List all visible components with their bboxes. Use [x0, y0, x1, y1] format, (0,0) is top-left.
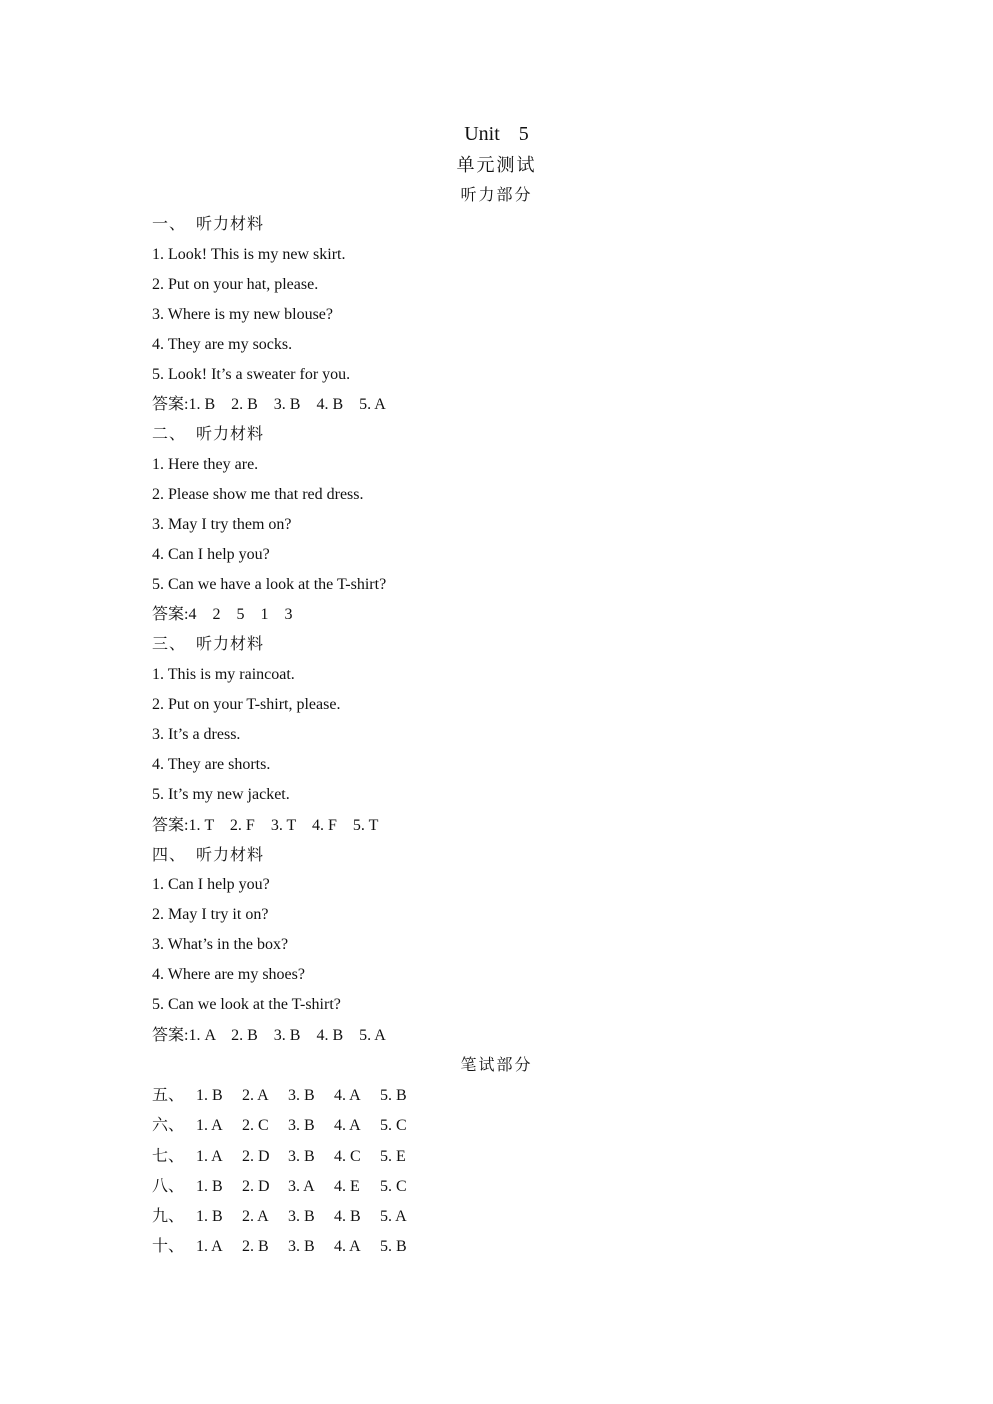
written-answer-item: 5. E — [380, 1148, 406, 1165]
listening-line: 3. What’s in the box? — [152, 936, 289, 953]
written-answer-item: 2. D — [242, 1148, 270, 1165]
written-part-label: 笔试部分 — [460, 1057, 533, 1074]
written-answer-row — [152, 1146, 426, 1168]
section-number: 四、 — [152, 847, 187, 864]
written-answer-item: 2. D — [242, 1178, 270, 1195]
listening-line: 4. They are shorts. — [152, 756, 271, 773]
page-subtitle: 单元测试 — [456, 155, 537, 175]
written-answer-item: 4. C — [334, 1148, 361, 1165]
written-answer-item: 5. C — [380, 1117, 407, 1134]
written-section-number: 九、 — [152, 1208, 185, 1225]
answer-line: 答案:1. A 2. B 3. B 4. B 5. A — [152, 1027, 386, 1044]
written-answer-item: 1. A — [196, 1117, 223, 1134]
written-answer-item: 2. A — [242, 1087, 269, 1104]
written-answer-item: 4. B — [334, 1208, 361, 1225]
written-answer-row — [152, 1176, 426, 1198]
written-answer-item: 1. B — [196, 1178, 223, 1195]
written-answer-item: 3. B — [288, 1208, 315, 1225]
written-answer-row — [152, 1115, 426, 1137]
section-heading — [152, 845, 264, 867]
written-answer-item: 3. B — [288, 1117, 315, 1134]
written-section-number: 十、 — [152, 1238, 185, 1255]
listening-line: 3. Where is my new blouse? — [152, 306, 333, 323]
written-answer-item: 1. B — [196, 1087, 223, 1104]
section-label: 听力材料 — [196, 426, 265, 443]
listening-line: 4. They are my socks. — [152, 336, 293, 353]
written-answer-item: 4. E — [334, 1178, 360, 1195]
written-answer-item: 1. A — [196, 1238, 223, 1255]
section-number: 一、 — [152, 216, 187, 233]
answer-line: 答案:1. T 2. F 3. T 4. F 5. T — [152, 817, 379, 834]
written-answer-item: 5. A — [380, 1208, 407, 1225]
written-answer-item: 2. A — [242, 1208, 269, 1225]
listening-line: 4. Can I help you? — [152, 546, 270, 563]
answer-line: 答案:4 2 5 1 3 — [152, 606, 293, 623]
section-heading — [152, 424, 264, 446]
written-section-number: 五、 — [152, 1087, 185, 1104]
section-heading — [152, 214, 264, 236]
written-answer-item: 4. A — [334, 1087, 361, 1104]
written-answer-item: 3. B — [288, 1238, 315, 1255]
listening-line: 1. Can I help you? — [152, 876, 270, 893]
page-title: Unit 5 — [464, 123, 529, 145]
written-answer-item: 2. C — [242, 1117, 269, 1134]
written-answer-row — [152, 1236, 426, 1258]
written-answer-item: 3. A — [288, 1178, 315, 1195]
written-section-number: 七、 — [152, 1148, 185, 1165]
written-answer-item: 3. B — [288, 1148, 315, 1165]
section-label: 听力材料 — [196, 216, 265, 233]
written-answer-item: 5. C — [380, 1178, 407, 1195]
section-label: 听力材料 — [196, 847, 265, 864]
listening-line: 5. Can we look at the T-shirt? — [152, 996, 341, 1013]
written-answer-item: 1. B — [196, 1208, 223, 1225]
listening-line: 1. This is my raincoat. — [152, 666, 295, 683]
listening-line: 5. Can we have a look at the T-shirt? — [152, 576, 387, 593]
written-answer-item: 1. A — [196, 1148, 223, 1165]
written-answer-item: 3. B — [288, 1087, 315, 1104]
listening-line: 2. Put on your T-shirt, please. — [152, 696, 341, 713]
listening-line: 3. It’s a dress. — [152, 726, 241, 743]
written-answer-item: 2. B — [242, 1238, 269, 1255]
section-heading — [152, 634, 264, 656]
written-answer-item: 5. B — [380, 1238, 407, 1255]
section-number: 二、 — [152, 426, 187, 443]
written-answer-item: 4. A — [334, 1238, 361, 1255]
listening-line: 5. It’s my new jacket. — [152, 786, 290, 803]
written-answer-item: 4. A — [334, 1117, 361, 1134]
listening-line: 2. Put on your hat, please. — [152, 276, 319, 293]
listening-line: 1. Look! This is my new skirt. — [152, 246, 346, 263]
written-answer-row — [152, 1206, 426, 1228]
section-label: 听力材料 — [196, 636, 265, 653]
answer-line: 答案:1. B 2. B 3. B 4. B 5. A — [152, 396, 386, 413]
listening-line: 3. May I try them on? — [152, 516, 292, 533]
section-number: 三、 — [152, 636, 187, 653]
listening-part-label: 听力部分 — [460, 187, 533, 204]
written-answer-item: 5. B — [380, 1087, 407, 1104]
listening-line: 5. Look! It’s a sweater for you. — [152, 366, 351, 383]
written-answer-row — [152, 1085, 426, 1107]
written-section-number: 六、 — [152, 1117, 185, 1134]
listening-line: 2. May I try it on? — [152, 906, 269, 923]
written-section-number: 八、 — [152, 1178, 185, 1195]
listening-line: 4. Where are my shoes? — [152, 966, 305, 983]
listening-line: 2. Please show me that red dress. — [152, 486, 364, 503]
listening-line: 1. Here they are. — [152, 456, 259, 473]
